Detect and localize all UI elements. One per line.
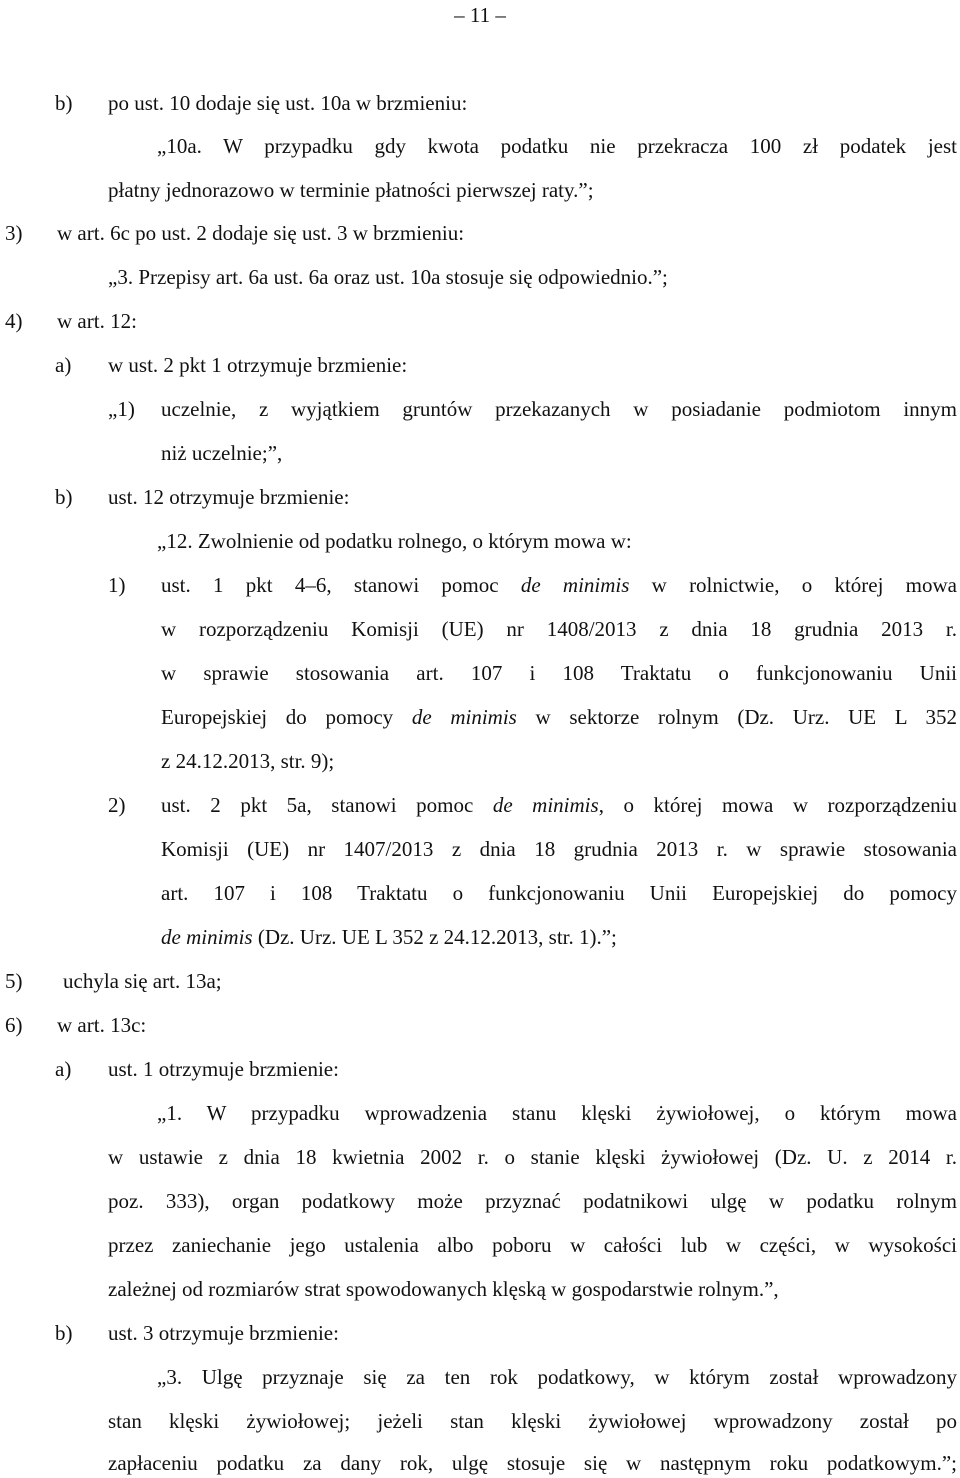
italic-term: de minimis xyxy=(411,705,517,729)
list-marker: b) xyxy=(55,1321,73,1345)
text-line: uchyla się art. 13a; xyxy=(63,969,222,993)
text-line: zapłaceniu podatku za dany rok, ulgę stosuje się w następnym roku podatkowym.”; xyxy=(108,1451,957,1475)
list-marker: b) xyxy=(55,91,73,115)
list-marker: 4) xyxy=(5,309,23,333)
text-line: „3. Przepisy art. 6a ust. 6a oraz ust. 10a stosuje się odpowiednio.”; xyxy=(108,265,668,289)
text-line: stan klęski żywiołowej; jeżeli stan klęski żywiołowej wprowadzony został po xyxy=(108,1409,957,1433)
text-line: po ust. 10 dodaje się ust. 10a w brzmieniu: xyxy=(108,91,468,115)
text-line: Komisji (UE) nr 1407/2013 z dnia 18 grudnia 2013 r. w sprawie stosowania xyxy=(161,837,957,861)
italic-term: de minimis xyxy=(492,793,599,817)
text-line: z 24.12.2013, str. 9); xyxy=(161,749,335,773)
text-line: w ustawie z dnia 18 kwietnia 2002 r. o stanie klęski żywiołowej (Dz. U. z 2014 r. xyxy=(108,1145,957,1169)
text-line: niż uczelnie;”, xyxy=(161,441,283,465)
list-marker: a) xyxy=(55,353,72,377)
list-marker: 2) xyxy=(108,793,126,817)
text-line: uczelnie, z wyjątkiem gruntów przekazanych w posiadanie podmiotom innym xyxy=(161,397,957,421)
text-line: ust. 3 otrzymuje brzmienie: xyxy=(108,1321,339,1345)
text-line: płatny jednorazowo w terminie płatności pierwszej raty.”; xyxy=(108,178,594,202)
page-number: – 11 – xyxy=(454,3,506,27)
text-line: ust. 1 pkt 4–6, stanowi pomoc de minimis w rolnictwie, o której mowa xyxy=(161,573,958,597)
text-line: ust. 12 otrzymuje brzmienie: xyxy=(108,485,350,509)
text-line: Europejskiej do pomocy de minimis w sektorze rolnym (Dz. Urz. UE L 352 xyxy=(161,705,958,729)
list-marker: 5) xyxy=(5,969,23,993)
text-line: ust. 2 pkt 5a, stanowi pomoc de minimis, o której mowa w rozporządzeniu xyxy=(161,793,957,817)
text-line: art. 107 i 108 Traktatu o funkcjonowaniu Unii Europejskiej do pomocy xyxy=(161,881,957,905)
text-line: w ust. 2 pkt 1 otrzymuje brzmienie: xyxy=(108,353,408,377)
text-line: „3. Ulgę przyznaje się za ten rok podatkowy, w którym został wprowadzony xyxy=(157,1365,957,1389)
text-line: w rozporządzeniu Komisji (UE) nr 1408/2013 z dnia 18 grudnia 2013 r. xyxy=(161,617,957,641)
list-marker: 6) xyxy=(5,1013,23,1037)
text-line: „1. W przypadku wprowadzenia stanu klęski żywiołowej, o którym mowa xyxy=(157,1101,957,1125)
text-line: w sprawie stosowania art. 107 i 108 Traktatu o funkcjonowaniu Unii xyxy=(161,661,957,685)
text-line: poz. 333), organ podatkowy może przyznać podatnikowi ulgę w podatku rolnym xyxy=(108,1189,957,1213)
list-marker: 3) xyxy=(5,221,23,245)
text-line: zależnej od rozmiarów strat spowodowanych klęską w gospodarstwie rolnym.”, xyxy=(108,1277,779,1301)
list-marker: b) xyxy=(55,485,73,509)
text-line: w art. 13c: xyxy=(57,1013,147,1037)
list-marker: „1) xyxy=(108,397,135,421)
italic-term: de minimis xyxy=(161,925,253,949)
text-line: w art. 12: xyxy=(57,309,137,333)
text-line: „12. Zwolnienie od podatku rolnego, o którym mowa w: xyxy=(157,529,632,553)
text-line: „10a. W przypadku gdy kwota podatku nie przekracza 100 zł podatek jest xyxy=(157,134,957,158)
text-line: de minimis (Dz. Urz. UE L 352 z 24.12.2013, str. 1).”; xyxy=(161,925,617,949)
list-marker: 1) xyxy=(108,573,126,597)
text-line: przez zaniechanie jego ustalenia albo poboru w całości lub w części, w wysokości xyxy=(108,1233,957,1257)
list-marker: a) xyxy=(55,1057,72,1081)
italic-term: de minimis xyxy=(520,573,630,597)
text-line: w art. 6c po ust. 2 dodaje się ust. 3 w brzmieniu: xyxy=(57,221,465,245)
text-line: ust. 1 otrzymuje brzmienie: xyxy=(108,1057,339,1081)
